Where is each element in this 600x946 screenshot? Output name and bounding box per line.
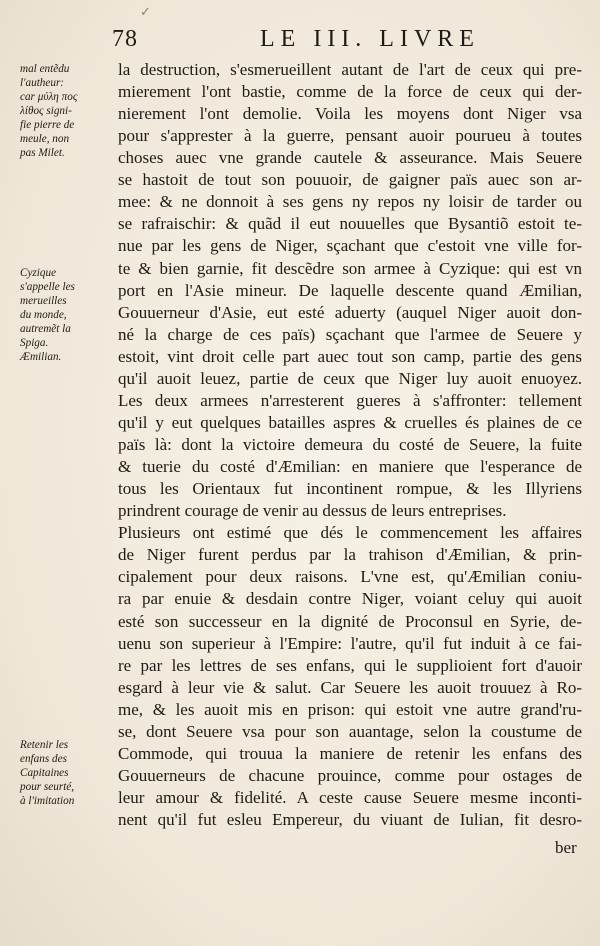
margin-note-line: Spiga. xyxy=(20,337,49,349)
margin-note-line: meule, non xyxy=(20,133,70,145)
margin-note-retenir xyxy=(20,738,116,808)
text-line: la destruction, s'esmerueillent autant de l'art de ceux qui pre- xyxy=(118,60,582,79)
margin-note-line: Æmilian. xyxy=(20,351,62,363)
text-line: estoit, vint droit celle part auec tout son camp, partie des gens xyxy=(118,346,582,366)
page-header xyxy=(112,26,578,56)
text-line: choses auec vne grande cautele & asseurance. Mais Seuere xyxy=(118,148,582,168)
text-line: port en l'Asie mineur. De laquelle descente quand Æmilian, xyxy=(118,280,582,300)
text-line: & tuerie du costé d'Æmilian: en maniere que l'esperance de xyxy=(118,457,582,477)
text-line: Gouuerneur d'Asie, eut esté aduerty (auquel Niger auoit don- xyxy=(118,302,582,322)
text-line: esgard à leur vie & salut. Car Seuere les auoit trouuez à Ro- xyxy=(118,677,582,697)
margin-note-line: fie pierre de xyxy=(20,119,75,131)
margin-note-line: pas Milet. xyxy=(20,147,65,159)
text-line: Gouuerneurs de chacune prouince, comme pour ostages de xyxy=(118,765,582,785)
margin-note-line: du monde, xyxy=(20,309,67,321)
margin-note-line: mal entẽdu xyxy=(20,63,70,75)
ink-check-mark: ✓ xyxy=(140,4,151,19)
text-line: pour s'apprester à la guerre, pensant auoir pourueu à toutes xyxy=(118,126,582,146)
text-line: Plusieurs ont estimé que dés le commencement les affaires xyxy=(118,523,582,543)
text-line: mee: & ne donnoit à ses gens ny repos ny loisir de tarder ou xyxy=(118,192,582,212)
margin-note-line: l'autheur: xyxy=(20,77,65,89)
text-line: nierement l'ont demolie. Voila les moyens dont Niger vsa xyxy=(118,104,582,124)
page-number: 78 xyxy=(112,26,138,52)
text-line: mierement l'ont bastie, comme de la force de ceux qui der- xyxy=(118,82,582,102)
margin-note-line: merueilles xyxy=(20,295,67,307)
text-line: esté son successeur en la dignité de Proconsul en Syrie, de- xyxy=(118,611,582,631)
text-line: prindrent courage de venir au dessus de leurs entreprises. xyxy=(118,501,507,521)
text-line: né la charge de ces païs) sçachant que l'armee de Seuere y xyxy=(118,324,582,344)
text-line: nue par les gens de Niger, sçachant que c'estoit vne ville for- xyxy=(118,236,582,256)
text-line: de Niger furent perdus par la trahison d'Æmilian, & prin- xyxy=(118,545,582,565)
text-line: nent qu'il fut esleu Empereur, du viuant de Iulian, fit desro- xyxy=(118,810,582,830)
text-line: re par les lettres de ses enfans, qui le supplioient fort d'auoir xyxy=(118,655,582,675)
text-line: ra par enuie & desdain contre Niger, voiant celuy qui auoit xyxy=(118,589,582,609)
margin-note-line: enfans des xyxy=(20,753,67,765)
margin-note-line: Cyzique xyxy=(20,267,57,279)
margin-note-line: s'appelle les xyxy=(20,281,75,293)
text-line: se hastoit de tout son pouuoir, de gaigner païs auec son ar- xyxy=(118,170,582,190)
text-line: uenu son superieur à l'Empire: l'autre, qu'il fut induit à ce fai- xyxy=(118,633,582,653)
margin-note-line: pour seurté, xyxy=(20,781,75,793)
margin-note-line: à l'imitation xyxy=(20,795,75,807)
text-line: se rafraischir: & quãd il eut nouuelles que Bysantiõ estoit te- xyxy=(118,214,582,234)
text-line: qu'il auoit leuez, partie de ceux que Niger luy auoit enuoyez. xyxy=(118,368,582,388)
margin-note-line: autremẽt la xyxy=(20,323,71,335)
text-line: cipalement pour deux raisons. L'vne est, qu'Æmilian coniu- xyxy=(118,567,582,587)
text-line: païs là: dont la victoire demeura du costé de Seuere, la fuite xyxy=(118,435,582,455)
margin-note-line: Retenir les xyxy=(20,739,69,751)
text-line: Les deux armees n'arresterent gueres à s'affronter: tellement xyxy=(118,390,582,410)
text-line: te & bien garnie, fit descẽdre son armee à Cyzique: qui est vn xyxy=(118,258,582,278)
text-line: Commode, qui trouua la maniere de retenir les enfans des xyxy=(118,743,582,763)
text-line: leur amour & fidelité. A ceste cause Seuere mesme inconti- xyxy=(118,787,582,807)
margin-note-line: λίθος signi- xyxy=(20,105,72,117)
text-line: se, dont Seuere vsa pour son auantage, selon la coustume de xyxy=(118,721,582,741)
text-line: qu'il y eut quelques batailles aspres & cruelles és plaines de ce xyxy=(118,412,582,432)
running-title: LE III. LIVRE xyxy=(260,26,480,52)
margin-note-milet xyxy=(20,62,116,160)
catchword: ber xyxy=(555,838,577,857)
margin-note-cyzique xyxy=(20,266,116,364)
margin-note-line: Capitaines xyxy=(20,767,69,779)
text-line: me, & les auoit mis en prison: qui estoit vne autre grand'ru- xyxy=(118,699,582,719)
margin-note-line: car μύλη πος xyxy=(20,91,78,103)
text-line: tous les Orientaux fut incontinent rompue, & les Illyriens xyxy=(118,479,582,499)
